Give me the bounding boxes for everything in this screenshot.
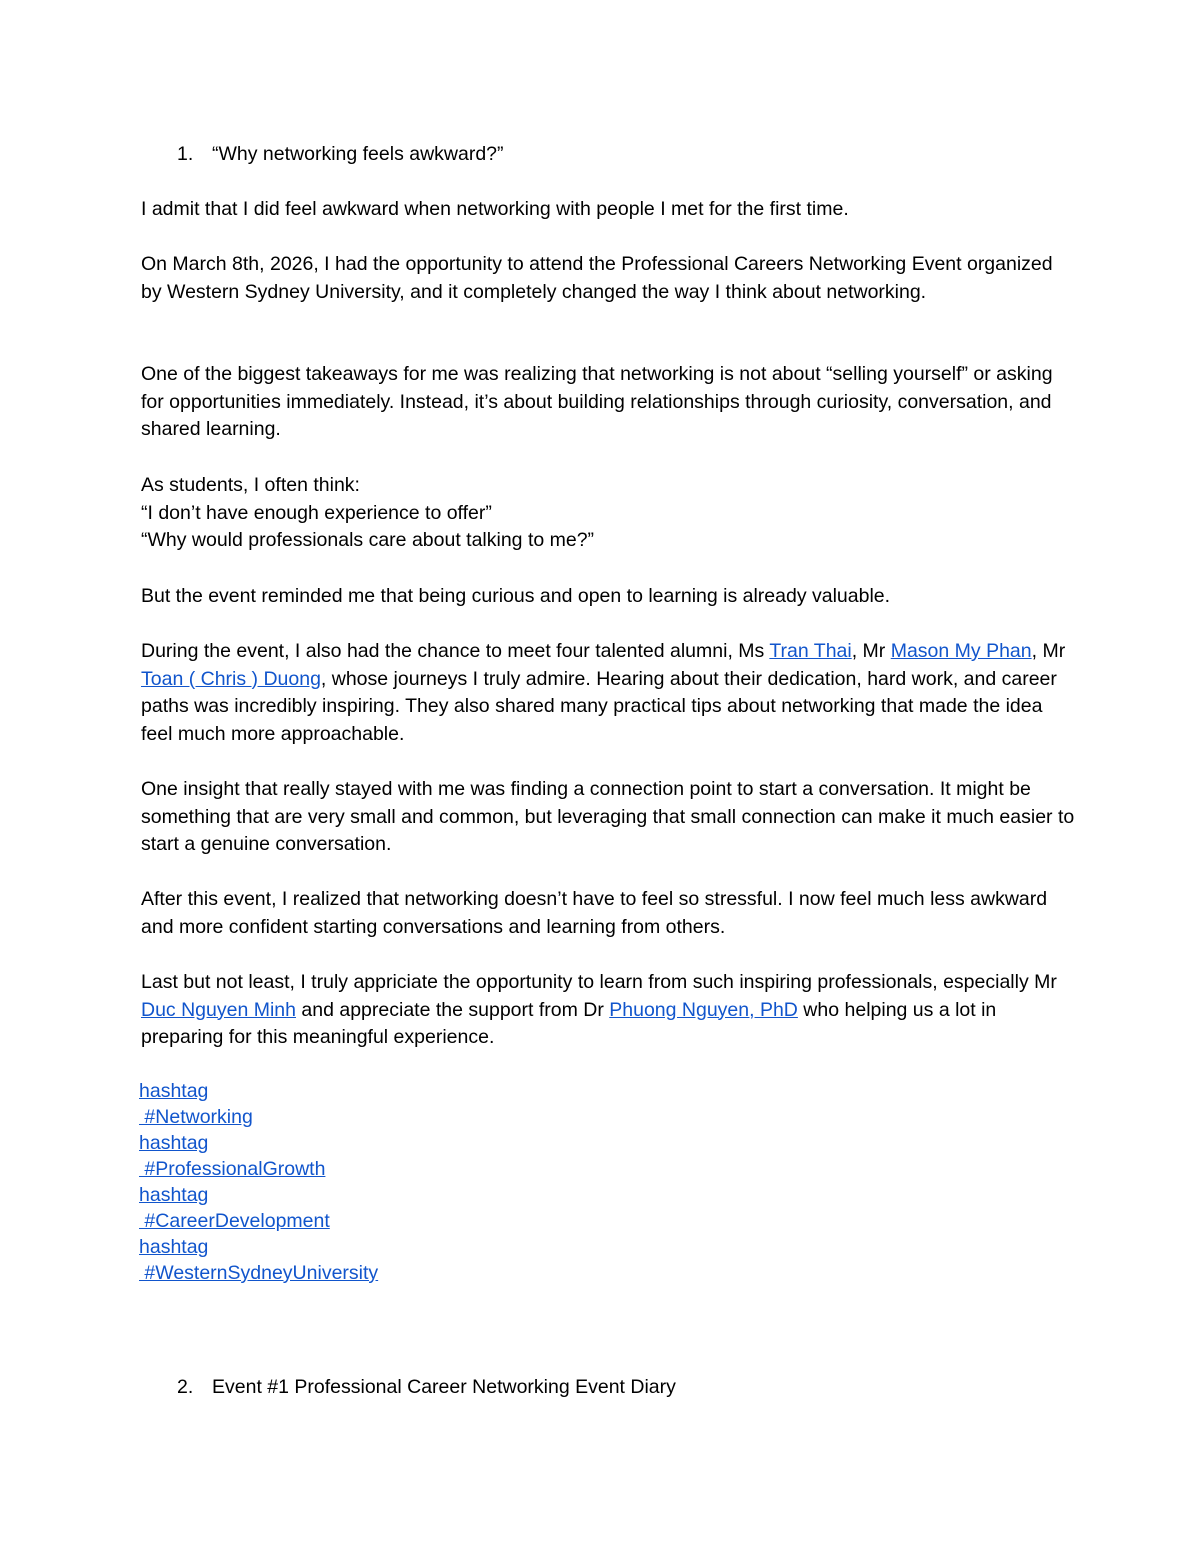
hashtag-networking-link[interactable]: #Networking xyxy=(139,1106,253,1128)
hashtag-label-link[interactable]: hashtag xyxy=(139,1236,209,1258)
last-text-2: and appreciate the support from Dr xyxy=(296,998,610,1021)
alumni-text-3: , Mr xyxy=(1031,640,1066,662)
hashtag-western-sydney-university-link[interactable]: #WesternSydneyUniversity xyxy=(139,1262,379,1284)
section-1-heading xyxy=(177,141,504,169)
section-1-title: “Why networking feels awkward?” xyxy=(212,143,504,165)
alumni-text-1: During the event, I also had the chance to meet four talented alumni, Ms xyxy=(141,640,770,662)
link-phuong-nguyen-phd[interactable]: Phuong Nguyen, PhD xyxy=(609,998,798,1021)
paragraph-reminded: But the event reminded me that being curious and open to learning is already valuable. xyxy=(141,585,891,607)
link-tran-thai[interactable]: Tran Thai xyxy=(769,640,852,662)
paragraph-last xyxy=(141,969,1076,1052)
section-2-heading xyxy=(177,1374,676,1402)
hashtag-label-link[interactable]: hashtag xyxy=(139,1132,209,1154)
paragraph-insight: One insight that really stayed with me was finding a connection point to start a conversation. It might be something that are very small and common, but leveraging that small connection can make it much easier to start a genuine conversation. xyxy=(141,778,1075,855)
students-line-1: As students, I often think: xyxy=(141,474,360,496)
hashtag-career-development-link[interactable]: #CareerDevelopment xyxy=(139,1210,330,1232)
hashtag-professional-growth-link[interactable]: #ProfessionalGrowth xyxy=(139,1158,326,1180)
last-text-3: who helping us a lot in preparing for this meaningful experience. xyxy=(141,998,997,1048)
paragraph-admit: I admit that I did feel awkward when networking with people I met for the first time. xyxy=(141,198,849,220)
paragraph-alumni xyxy=(141,638,1076,748)
hashtag-label-link[interactable]: hashtag xyxy=(139,1080,209,1102)
hashtag-label-link[interactable]: hashtag xyxy=(139,1184,209,1206)
link-toan-chris-duong[interactable]: Toan ( Chris ) Duong xyxy=(141,667,321,690)
paragraph-takeaway: One of the biggest takeaways for me was realizing that networking is not about “selling yourself” or asking for opportunities immediately. Instead, it’s about building relationships through curiosity, conversation, and shared learning. xyxy=(141,363,1053,440)
paragraph-march-event: On March 8th, 2026, I had the opportunity to attend the Professional Careers Networking Event organized by Western Sydney University, and it completely changed the way I think about networking. xyxy=(141,253,1053,303)
paragraph-students xyxy=(141,472,1076,555)
section-2-number: 2. xyxy=(177,1376,194,1398)
students-line-3: “Why would professionals care about talking to me?” xyxy=(141,529,595,551)
section-1-number: 1. xyxy=(177,143,194,165)
alumni-text-2: , Mr xyxy=(851,640,891,662)
hashtag-list xyxy=(139,1078,539,1286)
link-mason-my-phan[interactable]: Mason My Phan xyxy=(890,640,1032,662)
link-duc-nguyen-minh[interactable]: Duc Nguyen Minh xyxy=(141,998,296,1021)
students-line-2: “I don’t have enough experience to offer” xyxy=(141,501,492,524)
section-2-title: Event #1 Professional Career Networking Event Diary xyxy=(212,1376,676,1398)
paragraph-after-event: After this event, I realized that networking doesn’t have to feel so stressful. I now feel much less awkward and more confident starting conversations and learning from others. xyxy=(141,888,1048,938)
last-text-1: Last but not least, I truly appriciate the opportunity to learn from such inspiring professionals, especially Mr xyxy=(141,971,1057,993)
alumni-text-4: , whose journeys I truly admire. Hearing about their dedication, hard work, and career paths was incredibly inspiring. They also shared many practical tips about networking that made the idea feel much more approachable. xyxy=(141,667,1057,745)
